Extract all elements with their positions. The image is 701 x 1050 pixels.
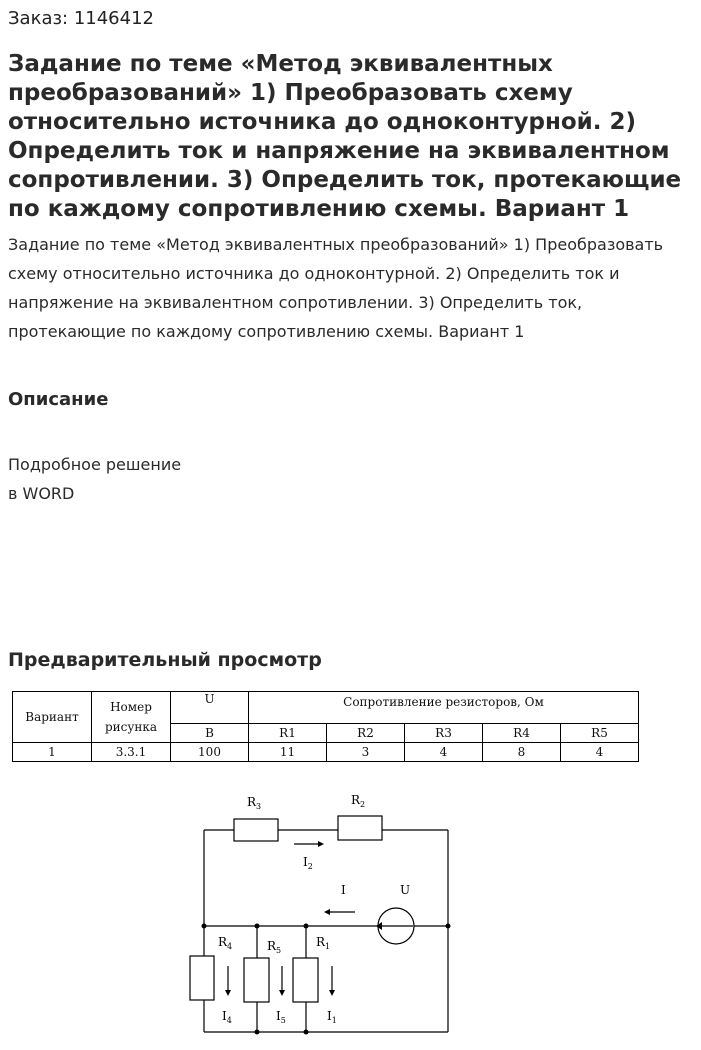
junction-node — [304, 924, 309, 929]
cell-r1: 11 — [249, 743, 327, 762]
arrowhead — [225, 990, 231, 996]
cell-r5: 4 — [561, 743, 639, 762]
label-r5: $R_5$ — [267, 939, 282, 955]
junction-node — [304, 1030, 309, 1035]
resistor-r4 — [190, 956, 214, 1000]
label-r1: $R_1$ — [316, 935, 331, 951]
header-voltage: U — [171, 692, 249, 724]
parameters-table — [12, 691, 639, 762]
label-r4: $R_4$ — [218, 935, 233, 951]
description-heading: Описание — [8, 389, 109, 410]
label-r2: $R_2$ — [351, 793, 366, 809]
cell-r3: 4 — [405, 743, 483, 762]
header-resistances: Сопротивление резисторов, Ом — [249, 692, 639, 724]
label-i: I — [341, 883, 346, 897]
arrowhead — [318, 841, 324, 847]
circuit-diagram — [0, 780, 701, 1050]
junction-node — [446, 924, 451, 929]
header-r4: R4 — [483, 724, 561, 743]
label-i5: $I_5$ — [276, 1009, 286, 1025]
header-r3: R3 — [405, 724, 483, 743]
header-figure-number: Номер рисунка — [92, 692, 171, 743]
arrowhead — [279, 990, 285, 996]
arrowhead — [376, 922, 382, 930]
arrowhead — [329, 990, 335, 996]
header-r1: R1 — [249, 724, 327, 743]
header-r5: R5 — [561, 724, 639, 743]
description-line: в WORD — [8, 484, 75, 503]
junction-node — [255, 924, 260, 929]
resistor-r1 — [293, 958, 318, 1002]
label-r3: $R_3$ — [247, 795, 262, 811]
task-text: Задание по теме «Метод эквивалентных преобразований» 1) Преобразовать схему относительно источника до одноконтурной. 2) Определить ток и напряжение на эквивалентном сопротивлении. 3) Определить ток, протекающие по каждому сопротивлению схемы. Вариант 1 — [8, 235, 664, 341]
resistor-r2 — [338, 816, 382, 840]
junction-node — [255, 1030, 260, 1035]
header-variant: Вариант — [13, 692, 92, 743]
label-i2: $I_2$ — [303, 855, 313, 871]
page-title: Задание по теме «Метод эквивалентных преобразований» 1) Преобразовать схему относительно источника до одноконтурной. 2) Определить ток и напряжение на эквивалентном сопротивлении. 3) Определить ток, протекающие по каждому сопротивлению схемы. Вариант 1 — [8, 51, 682, 222]
description-body — [8, 450, 181, 508]
unit-voltage: В — [171, 724, 249, 743]
cell-voltage: 100 — [171, 743, 249, 762]
order-number: Заказ: 1146412 — [8, 8, 154, 29]
cell-variant: 1 — [13, 743, 92, 762]
label-i1: $I_1$ — [327, 1009, 337, 1025]
header-r2: R2 — [327, 724, 405, 743]
resistor-r3 — [234, 819, 278, 841]
arrowhead — [324, 909, 330, 915]
cell-r4: 8 — [483, 743, 561, 762]
label-i4: $I_4$ — [222, 1009, 232, 1025]
table-row — [13, 743, 639, 762]
cell-r2: 3 — [327, 743, 405, 762]
preview-heading: Предварительный просмотр — [8, 649, 322, 671]
description-line: Подробное решение — [8, 455, 182, 474]
junction-node — [202, 924, 207, 929]
cell-figure: 3.3.1 — [92, 743, 171, 762]
label-u: U — [400, 883, 411, 897]
resistor-r5 — [244, 958, 269, 1002]
